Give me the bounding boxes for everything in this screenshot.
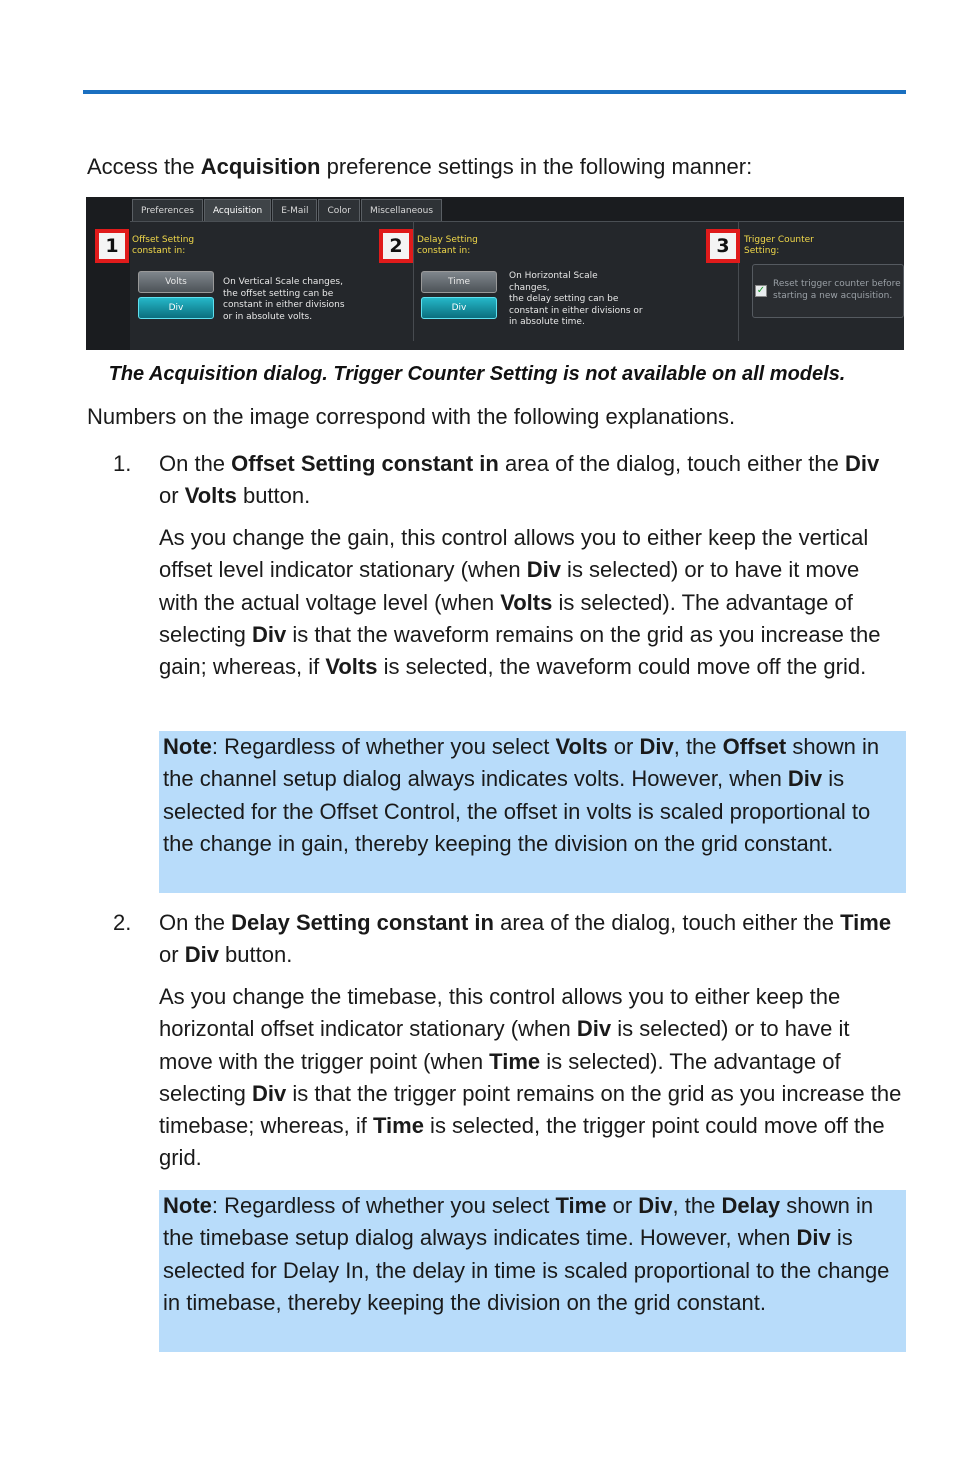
tab-miscellaneous[interactable]: Miscellaneous (361, 199, 442, 222)
figure-caption: The Acquisition dialog. Trigger Counter Setting is not available on all models. (108, 363, 846, 385)
acquisition-dialog-screenshot (86, 197, 904, 350)
item-1-instruction: On the Offset Setting constant in area of the dialog, touch either the Div or Volts button. (159, 451, 880, 509)
trigger-group-title: Trigger Counter Setting: (744, 235, 814, 256)
time-button[interactable]: Time (421, 271, 497, 293)
callout-badge-1: 1 (95, 229, 129, 263)
intro-paragraph: Access the Acquisition preference settings in the following manner: (87, 154, 753, 179)
delay-description: On Horizontal Scale changes, the delay setting can be constant in either divisions or in absolute time. (509, 271, 643, 327)
item-1-note: Note: Regardless of whether you select Volts or Div, the Offset shown in the channel setup dialog always indicates volts. However, when Div is selected for the Offset Control, the offset in volts is scaled proportional to the change in gain, thereby keeping the division on the grid constant. (159, 731, 906, 893)
callout-badge-2: 2 (379, 229, 413, 263)
callout-badge-3: 3 (706, 229, 740, 263)
dialog-tabs (132, 199, 443, 221)
delay-div-button[interactable]: Div (421, 297, 497, 319)
list-number-2: 2. (113, 910, 132, 935)
list-number-1: 1. (113, 451, 132, 476)
item-2-instruction: On the Delay Setting constant in area of the dialog, touch either the Time or Div button. (159, 910, 892, 968)
tab-color[interactable]: Color (318, 199, 360, 222)
item-1-explanation: As you change the gain, this control allows you to either keep the vertical offset level indicator stationary (when Div is selected) or to have it move with the actual voltage level (when Volts is selected). The advantage of selecting Div is that the waveform remains on the grid as you increase the gain; whereas, if Volts is selected, the waveform could move off the grid. (159, 525, 881, 680)
group-separator (413, 221, 414, 341)
tab-acquisition[interactable]: Acquisition (204, 199, 271, 222)
numbers-paragraph: Numbers on the image correspond with the following explanations. (87, 404, 736, 429)
offset-div-button[interactable]: Div (138, 297, 214, 319)
delay-group-title: Delay Setting constant in: (417, 235, 478, 256)
reset-trigger-checkbox[interactable]: ✓ (756, 285, 766, 296)
item-2-explanation: As you change the timebase, this control allows you to either keep the horizontal offset indicator stationary (when Div is selected) or to have it move with the trigger point (when Time is selected). The advantage of selecting Div is that the trigger point remains on the grid as you increase the timebase; whereas, if Time is selected, the trigger point could move off the grid. (159, 984, 902, 1171)
item-2-note: Note: Regardless of whether you select Time or Div, the Delay shown in the timebase setup dialog always indicates time. However, when Div is selected for Delay In, the delay in time is scaled proportional to the change in timebase, thereby keeping the division on the grid constant. (159, 1190, 906, 1352)
offset-group-title: Offset Setting constant in: (132, 235, 195, 256)
tab-preferences[interactable]: Preferences (132, 199, 203, 222)
volts-button[interactable]: Volts (138, 271, 214, 293)
offset-description: On Vertical Scale changes, the offset setting can be constant in either divisions or in absolute volts. (223, 277, 345, 322)
reset-trigger-label: Reset trigger counter before starting a new acquisition. (773, 279, 901, 301)
tab-email[interactable]: E-Mail (272, 199, 317, 222)
header-rule (83, 90, 906, 94)
